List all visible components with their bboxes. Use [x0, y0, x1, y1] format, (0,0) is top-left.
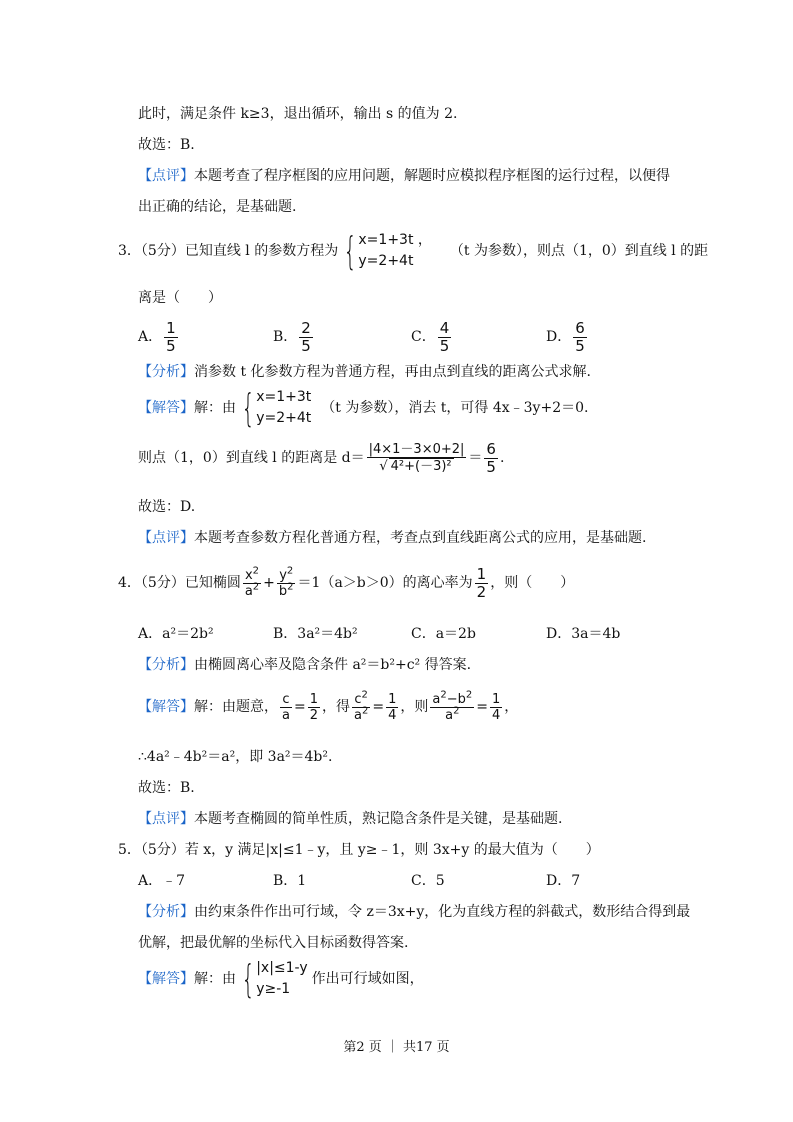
answer-line: 【解答】 解：由题意， $\frac{c}{a}$ = $\frac{1}{2}$ ，得 $\frac{c^2}{a^2}$ = $\frac{1}{4}$ ，则 $\frac{a^2-b^2}{a^2}$ = $\frac{1}{4}$ ， [138, 689, 519, 723]
constraint-system: { |x|≤1-y y≥-1 [241, 957, 308, 1001]
question-3-stem: 3．（5分）已知直线 l 的参数方程为 { x=1+3t ， y=2+4t （t 为参数），则点（1，0）到直线 l 的距 [118, 229, 709, 273]
option-a[interactable]: A．a²＝2b² [138, 626, 214, 642]
review-tag: 【点评】 [138, 811, 194, 827]
option-c[interactable]: C．5 [411, 873, 445, 889]
question-4-stem: 4．（5分）已知椭圆 $\frac{x^2}{a^2}$ + $\frac{y^2}{b^2}$ ＝1（a＞b＞0）的离心率为 $\frac{1}{2}$ ，则（ ） [118, 564, 575, 601]
answer-line: 【解答】 解：由 { |x|≤1-y y≥-1 作出可行域如图， [138, 957, 424, 1001]
option-b[interactable]: B．1 [273, 873, 307, 889]
option-d[interactable]: D． $\frac{6}{5}$ [546, 318, 585, 355]
option-a[interactable]: A． $\frac{1}{5}$ [138, 318, 176, 355]
ellipse-y-term: $\frac{y^2}{b^2}$ [278, 565, 294, 599]
text-line: 故选：B. [138, 137, 195, 153]
answer-tag: 【解答】 [138, 400, 194, 416]
review-line: 【点评】本题考查了程序框图的应用问题，解题时应模拟程序框图的运行过程，以便得 [138, 168, 670, 184]
distance-line: 则点（1，0）到直线 l 的距离是 d＝ $\frac{|4\times 1-3\times 0+2|}{\text{√ 4²+(－3)²}}$ ＝ $\frac{6}{5}$ . [138, 439, 505, 476]
distance-formula: $\frac{|4\times 1-3\times 0+2|}{\text{√ 4²+(－3)²}}$ [368, 442, 465, 474]
choice-line: 故选：B. [138, 780, 195, 796]
question-3-stem-cont: 离是（ ） [138, 290, 222, 306]
text-line: 优解，把最优解的坐标代入目标函数得答案. [138, 935, 409, 951]
ellipse-x-term: $\frac{x^2}{a^2}$ [244, 565, 260, 599]
question-5-stem: 5．（5分）若 x，y 满足|x|≤1﹣y，且 y≥﹣1，则 3x+y 的最大值为（ ） [118, 842, 600, 858]
question-4-options [138, 624, 698, 644]
question-3-options [138, 318, 698, 356]
parametric-system: { x=1+3t y=2+4t [241, 386, 312, 430]
option-d[interactable]: D．7 [546, 873, 581, 889]
answer-tag: 【解答】 [138, 699, 194, 715]
option-b[interactable]: B．3a²＝4b² [273, 626, 358, 642]
analysis-tag: 【分析】 [138, 904, 194, 920]
analysis-tag: 【分析】 [138, 364, 194, 380]
option-d[interactable]: D．3a＝4b [546, 626, 621, 642]
analysis-line: 【分析】由椭圆离心率及隐含条件 a²＝b²+c² 得答案. [138, 657, 472, 673]
parametric-system: { x=1+3t ， y=2+4t [343, 229, 432, 273]
review-line: 【点评】本题考查参数方程化普通方程，考查点到直线距离公式的应用，是基础题. [138, 530, 647, 546]
review-tag: 【点评】 [138, 168, 194, 184]
answer-line: 【解答】 解：由 { x=1+3t y=2+4t （t 为参数），消去 t，可得 4x﹣3y+2＝0. [138, 386, 589, 430]
text-line: 此时，满足条件 k≥3，退出循环，输出 s 的值为 2. [138, 106, 458, 122]
review-line: 【点评】本题考查椭圆的简单性质，熟记隐含条件是关键，是基础题. [138, 811, 563, 827]
review-tag: 【点评】 [138, 530, 194, 546]
option-b[interactable]: B． $\frac{2}{5}$ [273, 318, 311, 355]
analysis-line: 【分析】由约束条件作出可行域，令 z＝3x+y，化为直线方程的斜截式，数形结合得到最 [138, 904, 691, 920]
answer-tag: 【解答】 [138, 971, 194, 987]
analysis-tag: 【分析】 [138, 657, 194, 673]
option-c[interactable]: C．a＝2b [411, 626, 476, 642]
page-footer: 第2 页 ｜ 共17 页 [343, 1040, 450, 1055]
text-line: 出正确的结论，是基础题. [138, 199, 297, 215]
option-a[interactable]: A．﹣7 [138, 873, 186, 889]
question-5-options [138, 871, 698, 891]
choice-line: 故选：D. [138, 499, 196, 515]
analysis-line: 【分析】消参数 t 化参数方程为普通方程，再由点到直线的距离公式求解. [138, 364, 591, 380]
option-c[interactable]: C． $\frac{4}{5}$ [411, 318, 450, 355]
text-line: ∴4a²﹣4b²＝a²，即 3a²＝4b². [138, 749, 333, 765]
